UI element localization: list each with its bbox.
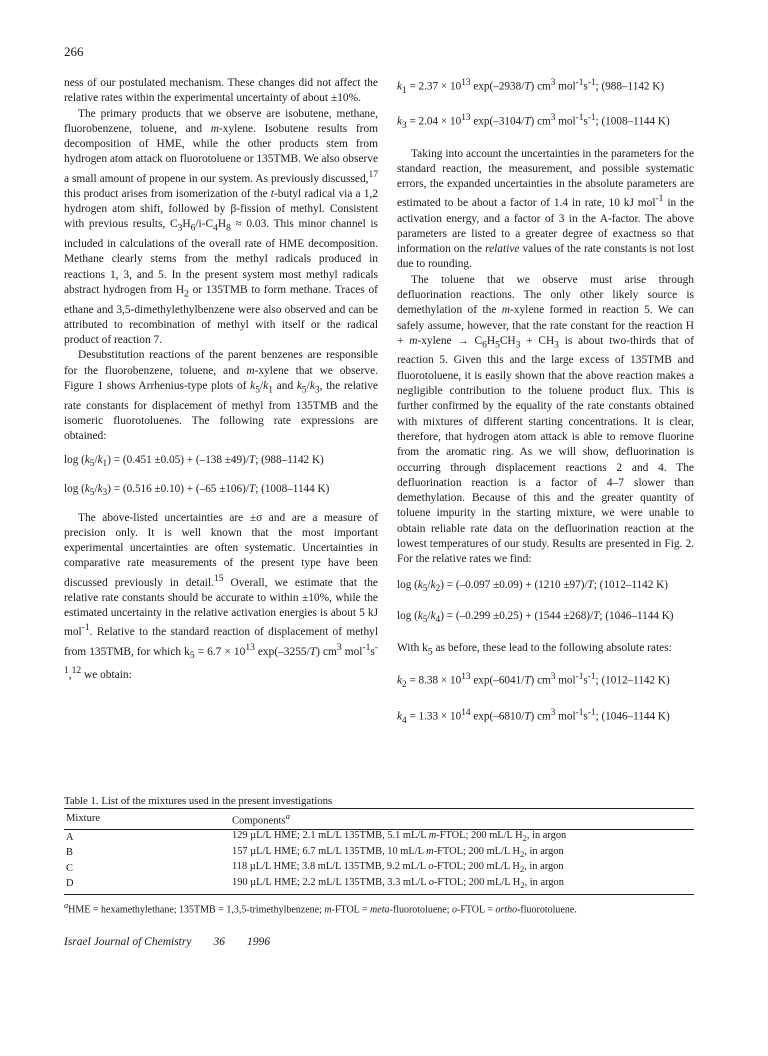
equation: $\log (k_5/k_3) = (0.516 \pm 0.10) + (-65 \pm 106)/T$; (1008–1144 K) — [64, 483, 330, 499]
left-column — [64, 76, 378, 683]
equation: $k_4 = 1.33 \times 10^{14}$ exp(–6810/T) $cm^3$ $mol^{-1}s^{-1}$; (1046–1144 K) — [397, 707, 670, 726]
table-header-row — [64, 809, 694, 830]
mixtures-table — [64, 808, 694, 895]
equation: $\log (k_5/k_4) = (-0.299 \pm 0.25) + (1544 \pm 268)/T$; (1046–1144 K) — [397, 610, 674, 626]
table-caption: Table 1. List of the mixtures used in the present investigations — [64, 795, 333, 807]
mixture-cell: D — [64, 876, 232, 895]
mixtures-table-block — [64, 795, 694, 916]
equation: $k_2 = 8.38 \times 10^{13}$ exp(–6041/T) $cm^3$ $mol^{-1}s^{-1}$; (1012–1142 K) — [397, 672, 670, 691]
table-row — [64, 876, 694, 895]
table-row — [64, 861, 694, 877]
page-number: 266 — [64, 44, 84, 59]
components-cell: 129 µL/L HME; 2.1 mL/L 135TMB, 5.1 mL/L m-FTOL; 200 mL/L $H_2$, in argon — [232, 830, 567, 844]
components-cell: 157 µL/L HME; 6.7 mL/L 135TMB, 10 mL/L m-FTOL; 200 mL/L $H_2$, in argon — [232, 845, 564, 859]
equation: $\log (k_5/k_1) = (0.451 \pm 0.05) + (-138 \pm 49)/T$; (988–1142 K) — [64, 454, 324, 470]
components-cell: 190 µL/L HME; 2.2 mL/L 135TMB, 3.3 mL/L o-FTOL; 200 mL/L $H_2$, in argon — [232, 876, 694, 895]
paragraph: The toluene that we observe must arise through defluorination reactions. The only other likely source is demethylation of the m-xylene formed in reaction 5. We can safely assume, however, that the rate constant for the reaction H + m-xylene → $C_6H_5CH_3 + CH_3$ is about two-thirds that of reaction 5. Given this and the large excess of 135TMB and fluorotoluene, it is easily shown that the above reaction makes a negligible contribution to the toluene product flux. This is further confirmed by the equality of the rate constants obtained with mixtures of different starting concentrations. It is clear, therefore, that hydrogen atom attack is able to remove fluorine from the aromatic ring. As we will show, defluorination is occurring through displacement reactions 2 and 4. The defluorination reaction is a factor of 4–7 slower than demethylation. Because of this and the greater quantity of toluene impurity in the starting mixture, we were unable to obtain reliable rate data on the defluorination reaction at the lowest temperatures of our study. Results are presented in Fig. 2. For the relative rates we find: — [397, 273, 694, 566]
equation: $\log (k_5/k_2) = (-0.097 \pm 0.09) + (1210 \pm 97)/T$; (1012–1142 K) — [397, 578, 668, 594]
paragraph: With $k_5$ as before, these lead to the following absolute rates: — [397, 641, 672, 657]
paragraph: ness of our postulated mechanism. These changes did not affect the relative rates within the experimental uncertainty of about ±10%. — [64, 77, 378, 105]
journal-name: Israel Journal of Chemistry — [64, 936, 192, 948]
header-components: Components$^a$ — [232, 809, 694, 830]
journal-year: 1996 — [246, 936, 270, 948]
table-footnote: $^a$HME = hexamethylethane; 135TMB = 1,3,5-trimethylbenzene; m-FTOL = meta-fluorotoluene; o-FTOL = ortho-fluorotoluene. — [64, 901, 577, 916]
header-mixture: Mixture — [64, 809, 232, 830]
right-column — [397, 76, 694, 741]
mixture-cell: A — [66, 831, 74, 843]
equation: $k_1 = 2.37 \times 10^{13}$ exp(–2938/T) $cm^3$ $mol^{-1}s^{-1}$; (988–1142 K) — [397, 78, 665, 96]
journal-footer — [64, 936, 292, 948]
paragraph: Taking into account the uncertainties in the parameters for the standard reaction, the measurement, and possible systematic errors, the expanded uncertainties in the absolute parameters are estimated to be about a factor of 1.4 in rate, 10 kJ mol$^{-1}$ in the activation energy, and a factor of 3 in the A-factor. The above parameters are listed to a greater degree of exactness so that information on the relative values of the rate constants is not lost due to rounding. — [397, 147, 694, 271]
paragraph: Desubstitution reactions of the parent benzenes are responsible for the fluorobenzene, toluene, and m-xylene that we observe. Figure 1 shows Arrhenius-type plots of $k_5/k_1$ and $k_5/k_3$, the relative rate constants for displacement of methyl from 135TMB and the isomeric fluorotoluenes. The following rate expressions are obtained: — [64, 349, 378, 443]
components-cell: 118 µL/L HME; 3.8 mL/L 135TMB, 9.2 mL/L o-FTOL; 200 mL/L $H_2$, in argon — [232, 861, 564, 875]
journal-volume: 36 — [213, 936, 225, 948]
equation: $k_3 = 2.04 \times 10^{13}$ exp(–3104/T) $cm^3$ $mol^{-1}s^{-1}$; (1008–1144 K) — [397, 113, 670, 132]
mixture-cell: B — [66, 847, 73, 859]
table-row — [64, 829, 694, 845]
mixture-cell: C — [66, 862, 73, 874]
paragraph: The primary products that we observe are isobutene, methane, fluorobenzene, toluene, and m-xylene. Isobutene results from decomposition of HME, while the other products stem from hydrogen atom attack on fluorotoluene or 135TMB. We also observe a small amount of propene in our system. As previously discussed,$^{17}$ this product arises from isomerization of the t-butyl radical via a 1,2 hydrogen atom shift, followed by β-fission of methyl. Consistent with previous results, $C_3H_6/i-C_4H_8 \approx 0.03$. This minor channel is included in calculations of the overall rate of HME decomposition. Methane clearly stems from the methyl radicals produced in reactions 1, 3, and 5. In the present system most methyl radicals abstract hydrogen from $H_2$ or 135TMB to form methane. Traces of ethane and 3,5-dimethylethylbenzene were also observed and can be attributed to recombination of methyl with itself or the radical product of reaction 7. — [64, 107, 378, 347]
table-row — [64, 845, 694, 861]
paragraph: The above-listed uncertainties are ±σ and are a measure of precision only. It is well known that the most important experimental uncertainties are often systematic. Uncertainties in comparative rate measurements of the present type have been discussed previously in detail.$^{15}$ Overall, we estimate that the relative rate constants should be accurate to within ±10%, while the estimated uncertainty in the relative activation energies is about 5 kJ mol$^{-1}$. Relative to the standard reaction of displacement of methyl from 135TMB, for which $k_5 = 6.7 \times 10^{13}$ exp(–3255/T) $cm^3$ $mol^{-1}s^{-1},^{12}$ we obtain: — [64, 511, 378, 681]
